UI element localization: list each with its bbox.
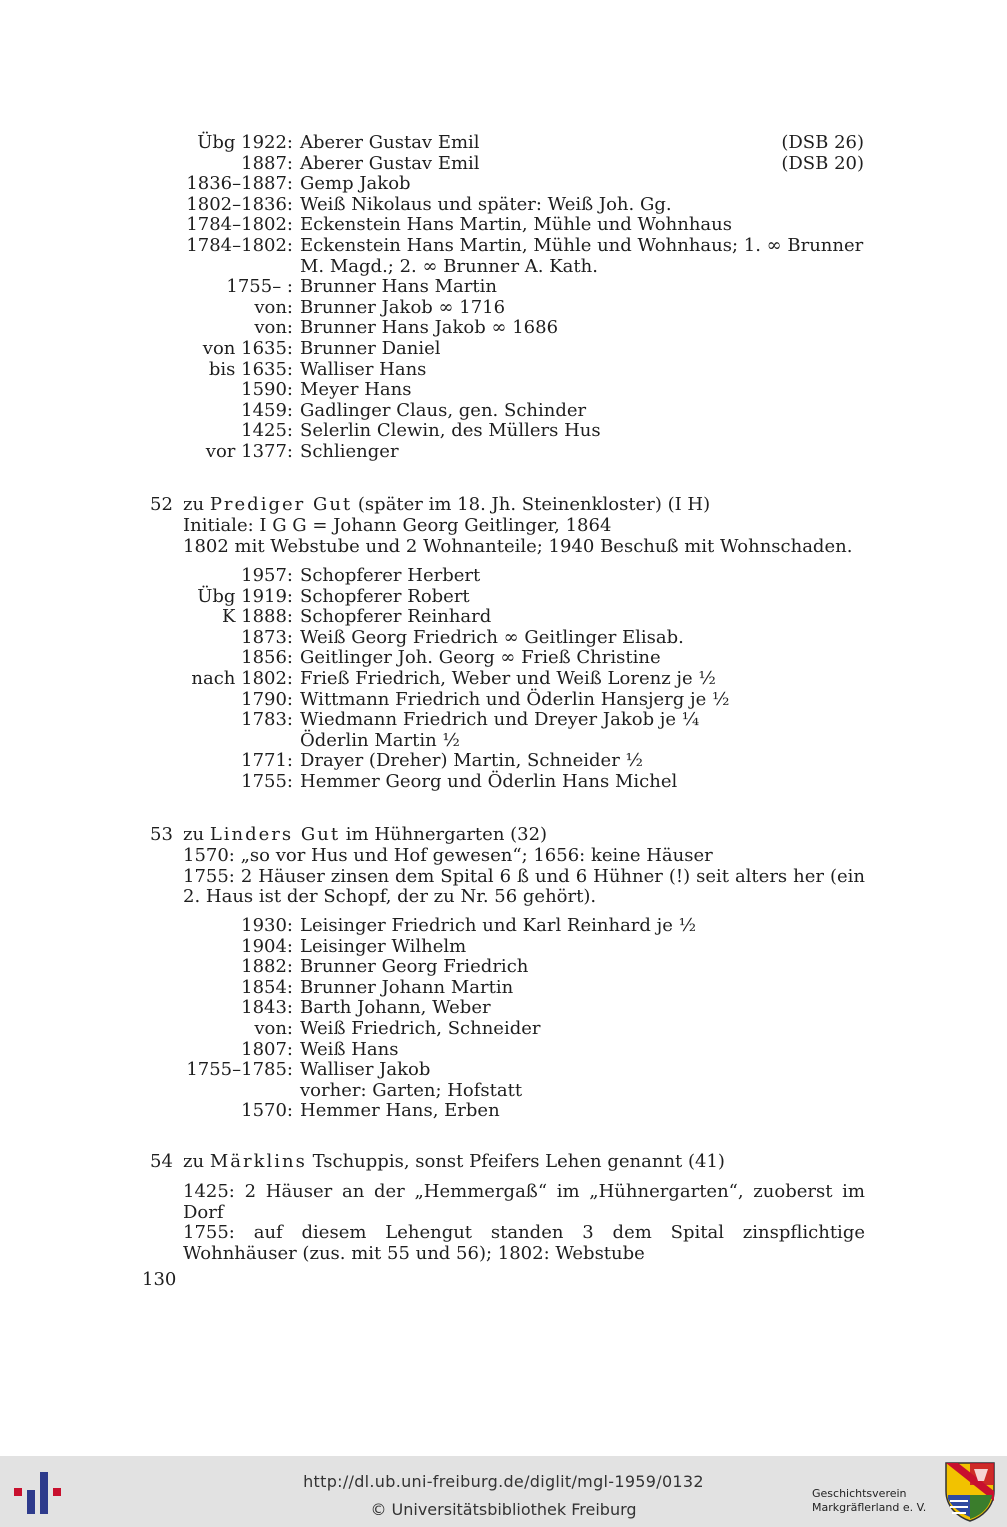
owner-name: Walliser Jakob xyxy=(300,1059,431,1081)
owner-row xyxy=(0,587,1007,608)
owner-date: 1784–1802: xyxy=(186,214,293,236)
owner-name: Walliser Hans xyxy=(300,358,427,380)
note-line: 1755: auf diesem Lehengut standen 3 dem Spital zinspflichtige Wohnhäuser (zus. mit 55 und 56); 1802: Webstube xyxy=(183,1222,865,1264)
owner-date: 1784–1802: xyxy=(186,234,293,256)
owner-date: von: xyxy=(254,1017,293,1039)
entry-number: 52 xyxy=(150,494,173,515)
owner-list-53 xyxy=(0,916,1007,1122)
owner-name: Meyer Hans xyxy=(300,379,412,401)
entry-heading-52 xyxy=(150,495,710,516)
owner-name: Leisinger Wilhelm xyxy=(300,935,467,957)
owner-name: Brunner Jakob ∞ 1716 xyxy=(300,296,506,318)
entry-heading-53 xyxy=(150,825,547,846)
owner-date: 1887: xyxy=(241,152,293,174)
owner-date: 1930: xyxy=(241,915,293,936)
owner-date: 1836–1887: xyxy=(186,173,293,195)
owner-row xyxy=(0,998,1007,1019)
owner-row xyxy=(0,442,1007,463)
owner-date: 1843: xyxy=(241,997,293,1019)
owner-name: Gadlinger Claus, gen. Schinder xyxy=(300,399,587,421)
owner-name: Wittmann Friedrich und Öderlin Hansjerg je ½ xyxy=(300,688,730,710)
owner-row xyxy=(0,421,1007,442)
owner-date: 1854: xyxy=(241,976,293,998)
owner-date: nach 1802: xyxy=(191,667,293,689)
owner-date: 1755– : xyxy=(226,276,293,298)
owner-row xyxy=(0,690,1007,711)
page-number: 130 xyxy=(142,1269,177,1290)
owner-name: Eckenstein Hans Martin, Mühle und Wohnhaus; 1. ∞ Brunner xyxy=(300,234,864,256)
owner-list-previous-entry xyxy=(0,133,1007,463)
owner-date: 1755: xyxy=(241,770,293,792)
owner-row xyxy=(0,133,1007,154)
owner-date: 1790: xyxy=(241,688,293,710)
owner-name: vorher: Garten; Hofstatt xyxy=(300,1079,523,1101)
footer-copyright: © Universitätsbibliothek Freiburg xyxy=(370,1500,637,1519)
owner-name: M. Magd.; 2. ∞ Brunner A. Kath. xyxy=(300,255,598,277)
owner-name: Weiß Friedrich, Schneider xyxy=(300,1017,541,1039)
owner-name: Aberer Gustav Emil xyxy=(300,152,480,174)
owner-row xyxy=(0,978,1007,999)
owner-row xyxy=(0,1040,1007,1061)
owner-name: Aberer Gustav Emil xyxy=(300,132,480,153)
owner-name: Leisinger Friedrich und Karl Reinhard je ½ xyxy=(300,915,697,936)
owner-row xyxy=(0,277,1007,298)
owner-name: Schopferer Reinhard xyxy=(300,606,492,628)
owner-name: Gemp Jakob xyxy=(300,173,411,195)
owner-date: 1957: xyxy=(241,565,293,586)
entry-prefix: zu xyxy=(183,494,205,515)
footer-bar xyxy=(0,1456,1007,1527)
owner-date: 1783: xyxy=(241,709,293,731)
note-line: 1802 mit Webstube und 2 Wohnanteile; 1940 Beschuß mit Wohnschaden. xyxy=(183,535,853,557)
owner-date: von 1635: xyxy=(202,337,293,359)
owner-row xyxy=(0,566,1007,587)
owner-row xyxy=(0,339,1007,360)
owner-name: Schopferer Robert xyxy=(300,585,470,607)
owner-reference: (DSB 20) xyxy=(781,152,864,174)
entry-notes-52 xyxy=(183,516,865,557)
owner-name: Schlienger xyxy=(300,440,399,462)
entry-rest: im Hühnergarten (32) xyxy=(345,824,548,845)
note-line: 1755: 2 Häuser zinsen dem Spital 6 ß und 6 Hühner (!) seit alters her (ein 2. Haus ist der Schopf, der zu Nr. 56 gehört). xyxy=(183,865,865,908)
entry-spaced-name: Linders Gut xyxy=(209,824,341,845)
owner-row xyxy=(0,648,1007,669)
owner-name: Weiß Hans xyxy=(300,1038,399,1060)
entry-prefix: zu xyxy=(183,824,205,845)
owner-date: 1802–1836: xyxy=(186,193,293,215)
owner-date: Übg 1922: xyxy=(197,132,293,153)
owner-row xyxy=(0,318,1007,339)
owner-date: 1755–1785: xyxy=(186,1059,293,1081)
owner-row xyxy=(0,1019,1007,1040)
owner-row xyxy=(0,1101,1007,1122)
owner-row xyxy=(0,257,1007,278)
owner-name: Brunner Johann Martin xyxy=(300,976,514,998)
owner-name: Öderlin Martin ½ xyxy=(300,729,460,751)
owner-name: Selerlin Clewin, des Müllers Hus xyxy=(300,420,601,442)
owner-name: Barth Johann, Weber xyxy=(300,997,491,1019)
owner-row xyxy=(0,174,1007,195)
owner-row xyxy=(0,298,1007,319)
owner-row xyxy=(0,1060,1007,1081)
owner-row xyxy=(0,751,1007,772)
owner-name: Drayer (Dreher) Martin, Schneider ½ xyxy=(300,750,643,772)
entry-notes-54 xyxy=(183,1182,865,1264)
owner-date: von: xyxy=(254,317,293,339)
entry-number: 54 xyxy=(150,1151,173,1172)
owner-row xyxy=(0,236,1007,257)
entry-rest: Tschuppis, sonst Pfeifers Lehen genannt (41) xyxy=(312,1151,725,1172)
owner-date: 1904: xyxy=(241,935,293,957)
entry-rest: (später im 18. Jh. Steinenkloster) (I H) xyxy=(357,494,711,515)
owner-name: Weiß Nikolaus und später: Weiß Joh. Gg. xyxy=(300,193,672,215)
owner-row xyxy=(0,957,1007,978)
owner-row xyxy=(0,937,1007,958)
note-line: 1425: 2 Häuser an der „Hemmergaß“ im „Hühnergarten“, zuoberst im Dorf xyxy=(183,1181,865,1223)
owner-date: von: xyxy=(254,296,293,318)
entry-number: 53 xyxy=(150,824,173,845)
owner-date: 1882: xyxy=(241,956,293,978)
owner-name: Schopferer Herbert xyxy=(300,565,481,586)
owner-date: 1807: xyxy=(241,1038,293,1060)
entry-heading-54 xyxy=(150,1152,725,1173)
owner-name: Geitlinger Joh. Georg ∞ Frieß Christine xyxy=(300,647,661,669)
owner-row xyxy=(0,401,1007,422)
owner-date: 1873: xyxy=(241,626,293,648)
owner-date: 1590: xyxy=(241,379,293,401)
society-name-line2: Markgräflerland e. V. xyxy=(812,1501,927,1514)
owner-date: 1459: xyxy=(241,399,293,421)
owner-date: 1570: xyxy=(241,1100,293,1122)
owner-row xyxy=(0,154,1007,175)
owner-name: Brunner Hans Jakob ∞ 1686 xyxy=(300,317,559,339)
owner-row xyxy=(0,916,1007,937)
owner-name: Wiedmann Friedrich und Dreyer Jakob je ¼ xyxy=(300,709,700,731)
owner-row xyxy=(0,669,1007,690)
owner-row xyxy=(0,628,1007,649)
society-name-line1: Geschichtsverein xyxy=(812,1487,907,1500)
note-line: 1570: „so vor Hus und Hof gewesen“; 1656: keine Häuser xyxy=(183,845,713,866)
owner-date: 1771: xyxy=(241,750,293,772)
owner-row xyxy=(0,360,1007,381)
owner-list-52 xyxy=(0,566,1007,793)
owner-name: Hemmer Hans, Erben xyxy=(300,1100,500,1122)
owner-row xyxy=(0,380,1007,401)
owner-name: Hemmer Georg und Öderlin Hans Michel xyxy=(300,770,678,792)
owner-date: 1856: xyxy=(241,647,293,669)
owner-row xyxy=(0,195,1007,216)
owner-date: vor 1377: xyxy=(205,440,293,462)
owner-name: Weiß Georg Friedrich ∞ Geitlinger Elisab. xyxy=(300,626,684,648)
owner-row xyxy=(0,772,1007,793)
entry-spaced-name: Märklins xyxy=(209,1151,307,1172)
entry-notes-53 xyxy=(183,846,865,908)
entry-prefix: zu xyxy=(183,1151,205,1172)
note-line: Initiale: I G G = Johann Georg Geitlinger, 1864 xyxy=(183,515,612,536)
coat-of-arms-icon xyxy=(944,1461,996,1523)
owner-name: Brunner Daniel xyxy=(300,337,441,359)
owner-name: Brunner Hans Martin xyxy=(300,276,497,298)
owner-date: Übg 1919: xyxy=(197,585,293,607)
owner-date: 1425: xyxy=(241,420,293,442)
owner-row xyxy=(0,710,1007,731)
owner-name: Eckenstein Hans Martin, Mühle und Wohnhaus xyxy=(300,214,732,236)
owner-row xyxy=(0,215,1007,236)
owner-name: Brunner Georg Friedrich xyxy=(300,956,529,978)
footer-url-link[interactable]: http://dl.ub.uni-freiburg.de/diglit/mgl-1959/0132 xyxy=(303,1472,704,1491)
owner-row xyxy=(0,731,1007,752)
owner-name: Frieß Friedrich, Weber und Weiß Lorenz je ½ xyxy=(300,667,716,689)
owner-row xyxy=(0,1081,1007,1102)
entry-spaced-name: Prediger Gut xyxy=(209,494,353,515)
owner-date: bis 1635: xyxy=(208,358,293,380)
owner-date: K 1888: xyxy=(221,606,293,628)
owner-reference: (DSB 26) xyxy=(781,132,864,153)
owner-row xyxy=(0,607,1007,628)
